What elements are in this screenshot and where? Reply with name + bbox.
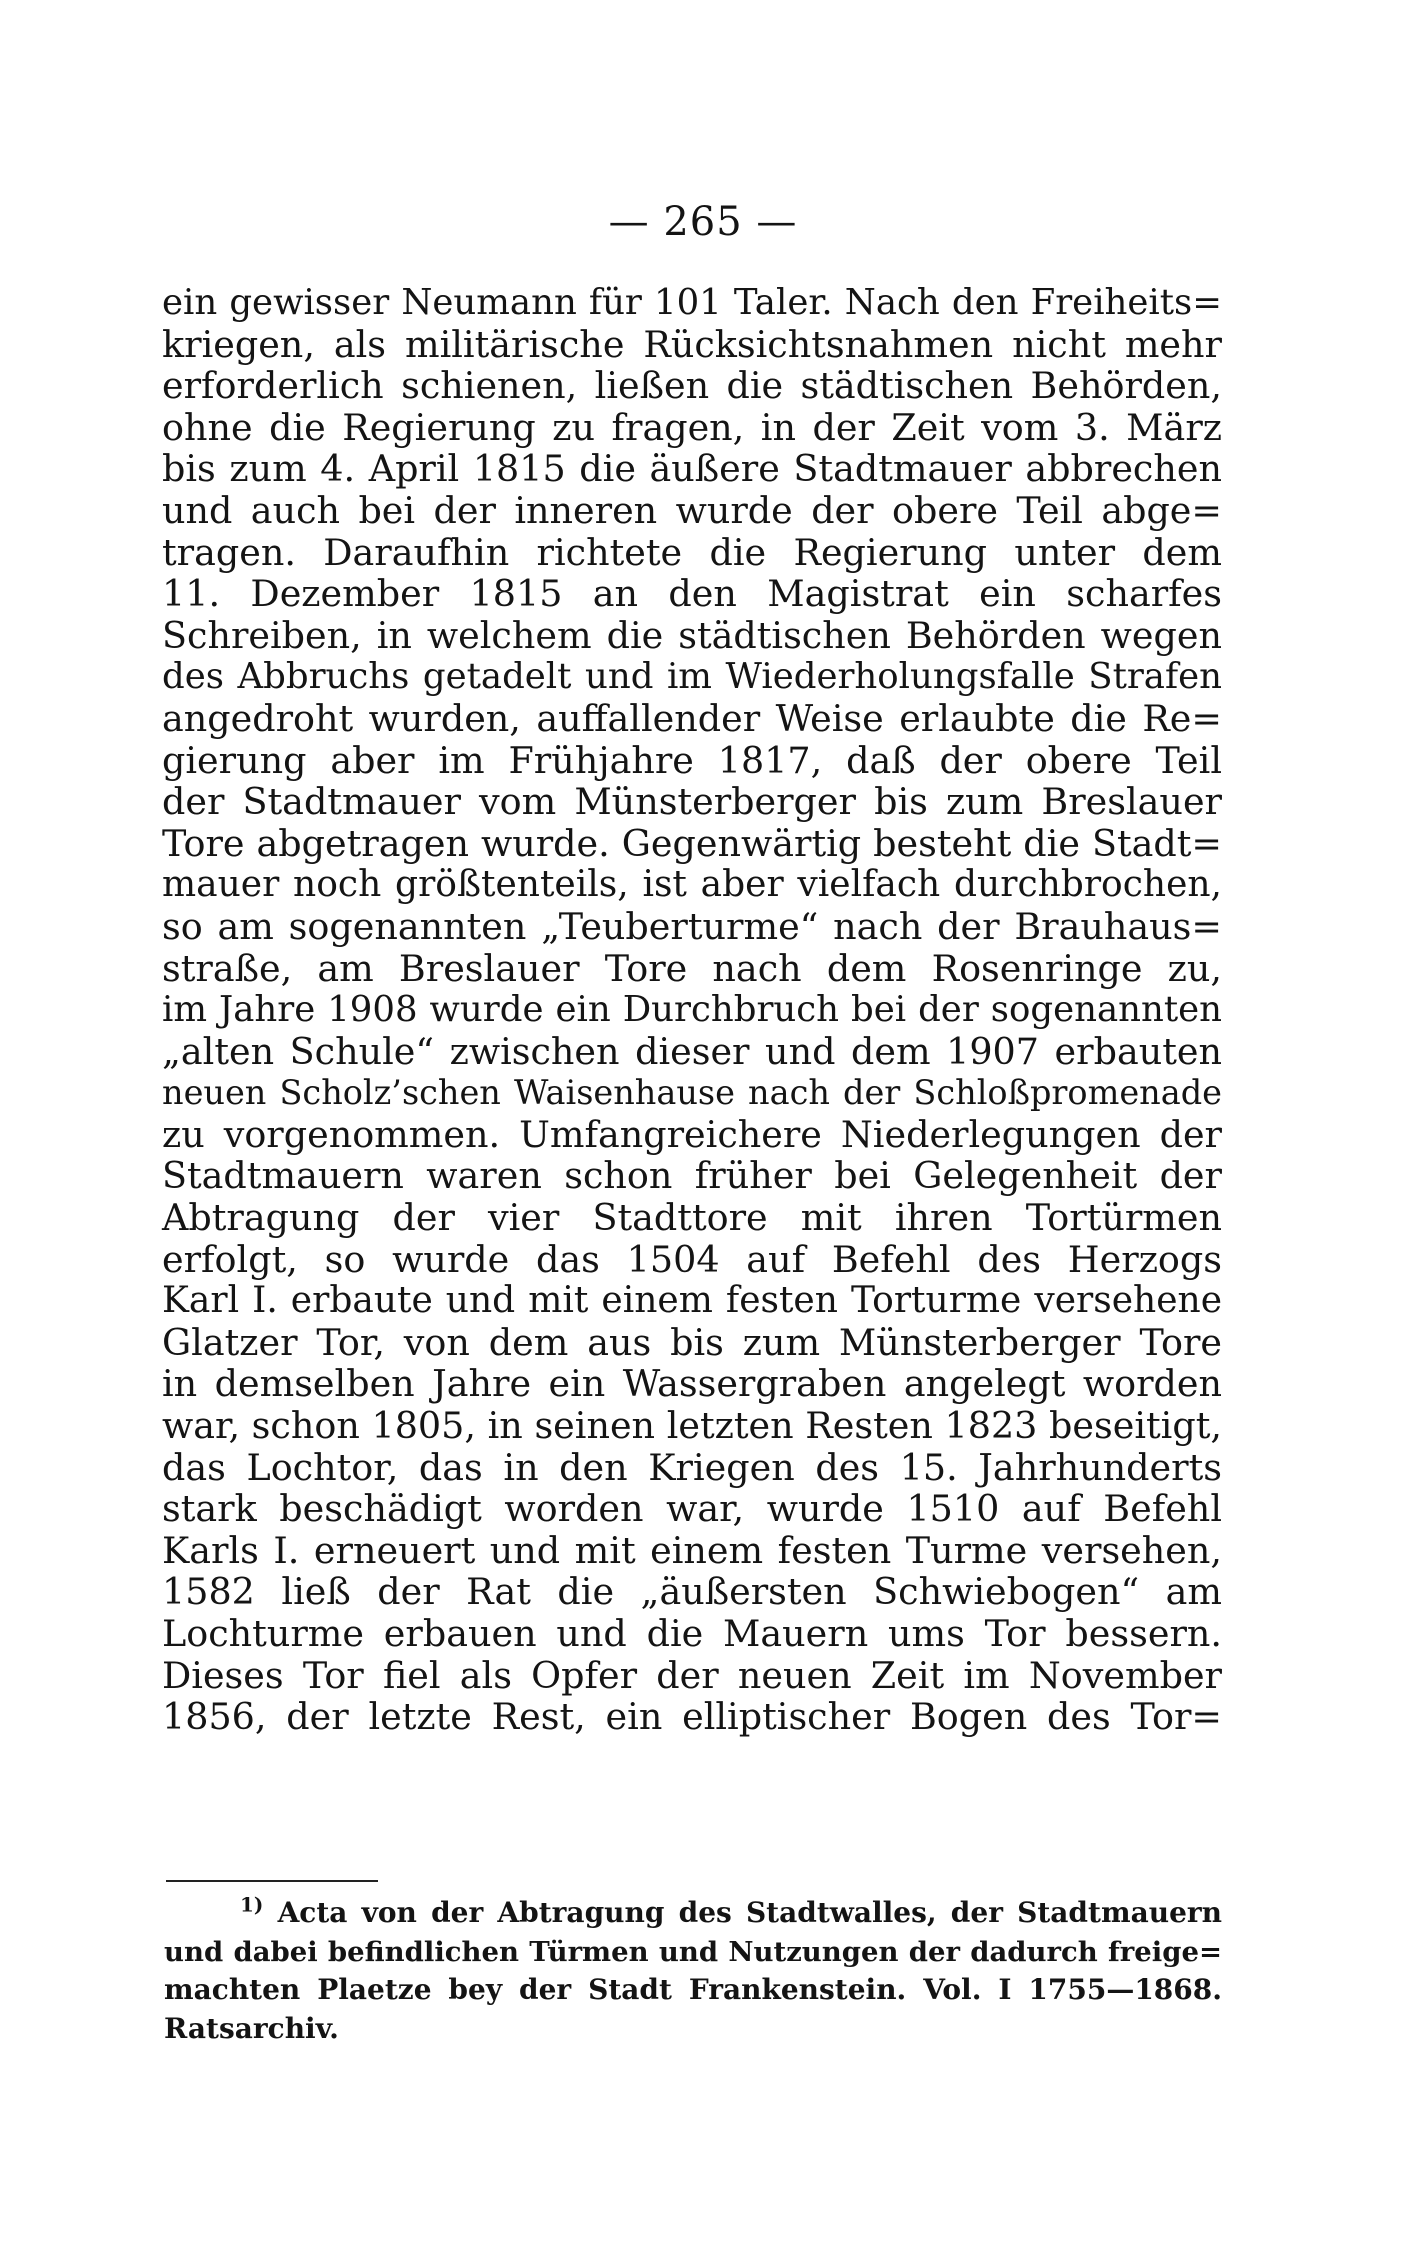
text-line: in demselben Jahre ein Wassergraben angelegt worden: [162, 1362, 1222, 1406]
text-line: stark beschädigt worden war, wurde 1510 auf Befehl: [162, 1487, 1222, 1531]
footnote-marker: 1): [240, 1892, 264, 1917]
text-line: das Lochtor, das in den Kriegen des 15. Jahrhunderts: [162, 1445, 1222, 1489]
text-line: tragen. Daraufhin richtete die Regierung unter dem: [162, 530, 1222, 574]
text-line: angedroht wurden, auffallender Weise erlaubte die Re=: [162, 696, 1222, 740]
text-line: im Jahre 1908 wurde ein Durchbruch bei der sogenannten: [162, 989, 1222, 1031]
body-text: [162, 282, 1222, 1738]
text-line: des Abbruchs getadelt und im Wiederholungsfalle Strafen: [162, 656, 1222, 698]
text-line: Tore abgetragen wurde. Gegenwärtig besteht die Stadt=: [162, 821, 1222, 865]
page-number: — 265 —: [608, 199, 798, 245]
footnote-line: machten Plaetze bey der Stadt Frankenstein. Vol. I 1755—1868.: [164, 1973, 1222, 2006]
text-line: Karls I. erneuert und mit einem festen Turme versehen,: [162, 1528, 1222, 1572]
text-line: Abtragung der vier Stadttore mit ihren Tortürmen: [162, 1196, 1222, 1240]
text-line: erforderlich schienen, ließen die städtischen Behörden,: [162, 364, 1222, 408]
text-line: „alten Schule“ zwischen dieser und dem 1907 erbauten: [162, 1029, 1222, 1073]
text-line: 11. Dezember 1815 an den Magistrat ein scharfes: [162, 572, 1222, 616]
footnote: [164, 1894, 1222, 2048]
text-line: Karl I. erbaute und mit einem festen Torturme versehene: [162, 1280, 1222, 1322]
text-line: 1856, der letzte Rest, ein elliptischer Bogen des Tor=: [162, 1695, 1222, 1739]
text-line: ohne die Regierung zu fragen, in der Zeit vom 3. März: [162, 405, 1222, 449]
text-line: bis zum 4. April 1815 die äußere Stadtmauer abbrechen: [162, 447, 1222, 491]
text-line: Schreiben, in welchem die städtischen Behörden wegen: [162, 613, 1222, 657]
footnote-line: Ratsarchiv.: [164, 2011, 339, 2045]
text-line: neuen Scholz’schen Waisenhause nach der Schloßpromenade: [162, 1073, 1222, 1113]
footnote-line: und dabei befindlichen Türmen und Nutzungen der dadurch freige=: [164, 1935, 1222, 1968]
footnote-line: [164, 1894, 1222, 1933]
text-line: war, schon 1805, in seinen letzten Resten 1823 beseitigt,: [162, 1404, 1222, 1448]
text-line: straße, am Breslauer Tore nach dem Rosenringe zu,: [162, 946, 1222, 990]
text-line: Lochturme erbauen und die Mauern ums Tor bessern.: [162, 1612, 1222, 1655]
text-line: Stadtmauern waren schon früher bei Gelegenheit der: [162, 1154, 1222, 1198]
text-line: Dieses Tor fiel als Opfer der neuen Zeit im November: [162, 1653, 1222, 1697]
text-line: ein gewisser Neumann für 101 Taler. Nach den Freiheits=: [162, 282, 1222, 323]
text-line: mauer noch größtenteils, ist aber vielfach durchbrochen,: [162, 864, 1222, 906]
text-line: gierung aber im Frühjahre 1817, daß der obere Teil: [162, 738, 1222, 782]
text-line: 1582 ließ der Rat die „äußersten Schwiebogen“ am: [162, 1570, 1222, 1614]
text-line: erfolgt, so wurde das 1504 auf Befehl des Herzogs: [162, 1237, 1222, 1281]
text-line: Glatzer Tor, von dem aus bis zum Münsterberger Tore: [162, 1320, 1222, 1364]
text-line: der Stadtmauer vom Münsterberger bis zum Breslauer: [162, 780, 1222, 824]
footnote-divider: [166, 1880, 378, 1882]
text-line: kriegen, als militärische Rücksichtsnahmen nicht mehr: [162, 322, 1222, 366]
text-line: so am sogenannten „Teuberturme“ nach der Brauhaus=: [162, 904, 1222, 948]
text-line: und auch bei der inneren wurde der obere Teil abge=: [162, 488, 1222, 532]
text-line: zu vorgenommen. Umfangreichere Niederlegungen der: [162, 1112, 1222, 1156]
footnote-text: Acta von der Abtragung des Stadtwalles, der Stadtmauern: [277, 1896, 1222, 1929]
